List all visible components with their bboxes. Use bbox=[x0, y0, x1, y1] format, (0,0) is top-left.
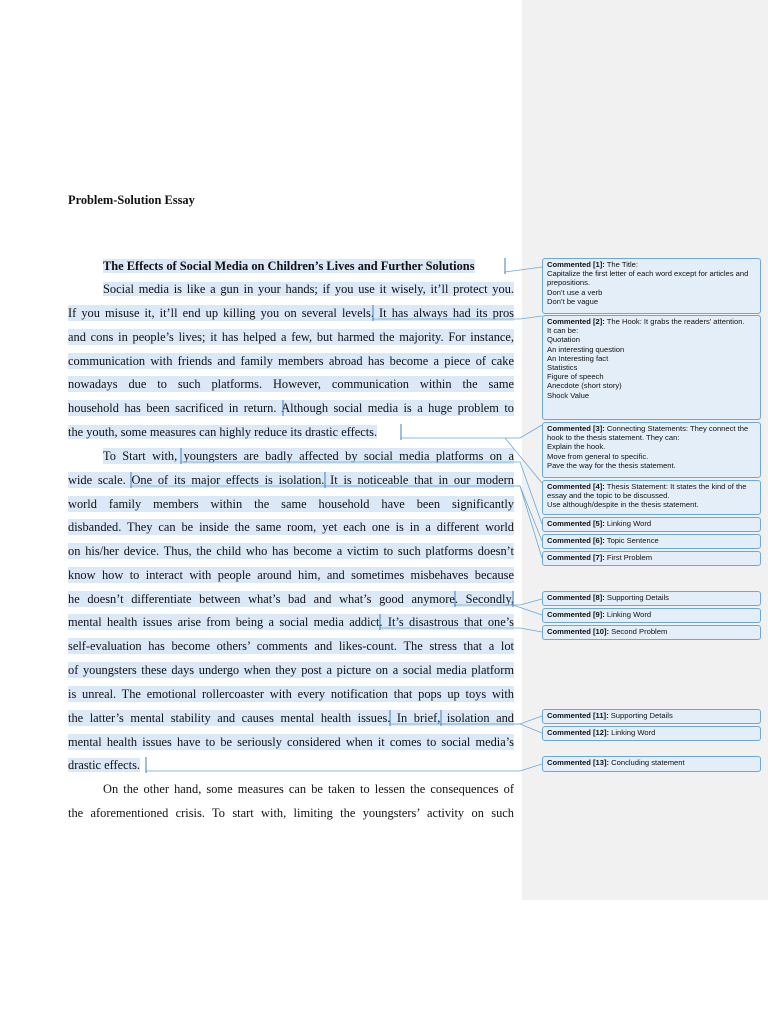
comment-12-text: Linking Word bbox=[609, 728, 656, 737]
comment-1-text: The Title: bbox=[604, 260, 639, 269]
essay-line: know how to interact with people around him, and sometimes misbehaves because bbox=[68, 568, 514, 582]
comment-6[interactable] bbox=[542, 534, 761, 549]
conclusion-text[interactable]: drastic effects. bbox=[68, 758, 141, 772]
comment-1-head: Commented [1]: bbox=[547, 260, 605, 269]
essay-line: household has been sacrificed in return. Although social media is a huge problem to bbox=[68, 401, 514, 415]
comment-2[interactable] bbox=[542, 315, 761, 420]
comment-6-text: Topic Sentence bbox=[604, 536, 659, 545]
comment-3[interactable] bbox=[542, 422, 761, 478]
comment-13-text: Concluding statement bbox=[609, 758, 685, 767]
essay-line bbox=[103, 281, 514, 297]
comment-10[interactable] bbox=[542, 625, 761, 640]
essay-line bbox=[68, 757, 514, 773]
essay-line: self-evaluation has become others’ comments and likes-count. The stress that a lot bbox=[68, 639, 514, 653]
essay-line: world family members within the same household have been significantly bbox=[68, 497, 514, 511]
essay-line: On the other hand, some measures can be taken to lessen the consequences of bbox=[103, 782, 514, 796]
essay-line: communication with friends and family members abroad has become a piece of cake bbox=[68, 354, 514, 368]
comment-2-line: An interesting question bbox=[547, 344, 625, 354]
comment-2-line: Shock Value bbox=[547, 390, 590, 400]
comment-4-line: Use although/despite in the thesis statement. bbox=[547, 500, 699, 510]
comment-2-text: The Hook: It grabs the readers’ attention. bbox=[604, 317, 745, 326]
comment-13[interactable] bbox=[542, 756, 761, 772]
essay-line: disbanded. They can be inside the same room, yet each one is in a different world bbox=[68, 520, 514, 534]
comment-3-text: Connecting Statements: They connect the hook to the thesis statement. They can: bbox=[547, 424, 749, 443]
essay-line: he doesn’t differentiate between what’s bad and what’s good anymore. Secondly, bbox=[68, 592, 514, 606]
comment-5-head: Commented [5]: bbox=[547, 519, 605, 528]
comment-9[interactable] bbox=[542, 608, 761, 623]
comment-2-line: Statistics bbox=[547, 363, 578, 373]
comment-2-line: An Interesting fact bbox=[547, 353, 609, 363]
comment-2-line: It can be: bbox=[547, 326, 579, 336]
comment-12[interactable] bbox=[542, 726, 761, 741]
essay-line: on his/her device. Thus, the child who has become a victim to such platforms doesn’t bbox=[68, 544, 514, 558]
comment-6-head: Commented [6]: bbox=[547, 536, 605, 545]
comment-2-head: Commented [2]: bbox=[547, 317, 605, 326]
comment-1-line: Don’t use a verb bbox=[547, 287, 603, 297]
comment-7-head: Commented [7]: bbox=[547, 553, 605, 562]
essay-line: mental health issues have to be seriously considered when it comes to social media’s bbox=[68, 735, 514, 749]
comment-4-text: Thesis Statement: It states the kind of the essay and the topic to be discussed. bbox=[547, 482, 747, 501]
comment-13-head: Commented [13]: bbox=[547, 758, 610, 767]
essay-line: nowadays due to such platforms. However, communication within the same bbox=[68, 377, 514, 391]
comment-8-text: Supporting Details bbox=[604, 593, 669, 602]
essay-line: mental health issues arise from being a social media addict. It’s disastrous that one’s bbox=[68, 615, 514, 629]
essay-line: If you misuse it, it’ll end up killing you on several levels. It has always had its pros bbox=[68, 306, 514, 320]
comment-8[interactable] bbox=[542, 591, 761, 606]
comment-12-head: Commented [12]: bbox=[547, 728, 610, 737]
essay-title-text: The Effects of Social Media on Children’s Lives and Further Solutions bbox=[103, 259, 475, 273]
comment-2-line: Quotation bbox=[547, 335, 580, 345]
comment-3-line: Move from general to specific. bbox=[547, 451, 649, 461]
essay-line: of youngsters these days undergo when they post a picture on a social media platform bbox=[68, 663, 514, 677]
comment-1-line: Don’t be vague bbox=[547, 296, 599, 306]
essay-line: To Start with, youngsters are badly affected by social media platforms on a bbox=[103, 449, 514, 463]
essay-line: wide scale. One of its major effects is isolation. It is noticeable that in our modern bbox=[68, 473, 514, 487]
comment-9-head: Commented [9]: bbox=[547, 610, 605, 619]
comment-11-text: Supporting Details bbox=[608, 711, 673, 720]
comment-5-text: Linking Word bbox=[604, 519, 652, 528]
comment-2-line: Figure of speech bbox=[547, 372, 604, 382]
comment-3-head: Commented [3]: bbox=[547, 424, 605, 433]
comment-4[interactable] bbox=[542, 480, 761, 515]
comment-10-head: Commented [10]: bbox=[547, 627, 610, 636]
comment-8-head: Commented [8]: bbox=[547, 593, 605, 602]
comment-7[interactable] bbox=[542, 551, 761, 566]
hook-text[interactable]: Social media is like a gun in your hands; if you use it wisely, it’ll protect you. bbox=[103, 282, 514, 296]
comment-9-text: Linking Word bbox=[604, 610, 652, 619]
essay-line: and cons in people’s lives; it has helped a few, but harmed the majority. For instance, bbox=[68, 330, 514, 344]
essay-title[interactable] bbox=[103, 258, 503, 274]
thesis-text[interactable]: the youth, some measures can highly reduce its drastic effects. bbox=[68, 425, 378, 439]
comment-11-head: Commented [11]: bbox=[547, 711, 609, 720]
essay-line: the aforementioned crisis. To start with, limiting the youngsters’ activity on such bbox=[68, 806, 514, 820]
comment-3-line: Explain the hook. bbox=[547, 442, 606, 452]
comment-11[interactable] bbox=[542, 709, 761, 724]
essay-line: is unreal. The emotional rollercoaster with every notification that pops up toys with bbox=[68, 687, 514, 701]
comment-1-line: Capitalize the first letter of each word except for articles and prepositions. bbox=[547, 269, 749, 288]
comment-5[interactable] bbox=[542, 517, 761, 532]
essay-type-heading: Problem-Solution Essay bbox=[68, 193, 195, 207]
comment-4-head: Commented [4]: bbox=[547, 482, 605, 491]
essay-line bbox=[68, 424, 514, 440]
comment-7-text: First Problem bbox=[604, 553, 653, 562]
essay-line: the latter’s mental stability and causes mental health issues. In brief, isolation and bbox=[68, 711, 514, 725]
comment-1[interactable] bbox=[542, 258, 761, 314]
comment-3-line: Pave the way for the thesis statement. bbox=[547, 460, 676, 470]
comment-10-text: Second Problem bbox=[609, 627, 668, 636]
comment-2-line: Anecdote (short story) bbox=[547, 381, 622, 391]
